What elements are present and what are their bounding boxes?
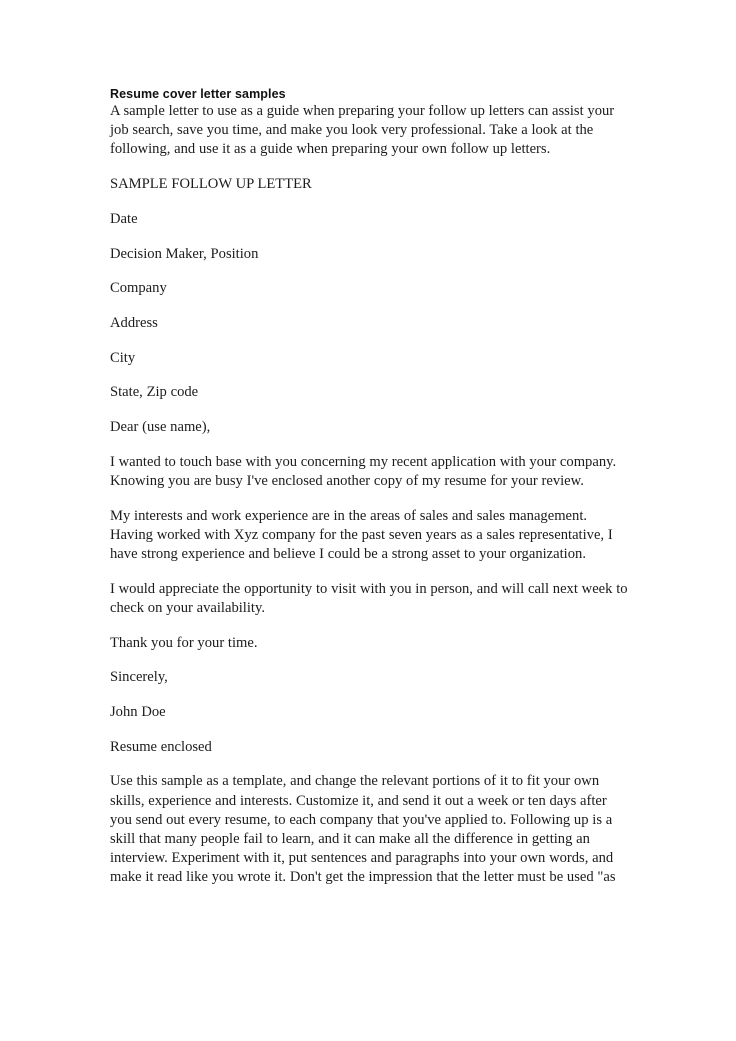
letter-state-zip-line: State, Zip code [110,384,199,401]
letter-enclosure-line: Resume enclosed [110,738,212,755]
letter-thanks-line: Thank you for your time. [110,634,258,651]
letter-signature-name: John Doe [110,704,166,721]
letter-salutation: Dear (use name), [110,419,211,436]
letter-recipient-line: Decision Maker, Position [110,245,259,262]
letter-city-line: City [110,349,136,366]
page-title: Resume cover letter samples [110,87,286,101]
intro-paragraph: A sample letter to use as a guide when preparing your follow up letters can assist your job search, save you time, and make you look very professional. Take a look at the following, and use it as a guide when preparing your own follow up letters. [110,103,615,158]
letter-company-line: Company [110,280,167,297]
letter-date-line: Date [110,210,138,227]
letter-paragraph-2: My interests and work experience are in the areas of sales and sales management. Having worked with Xyz company for the past seven years as a sales representative, I have strong experience and believe I could be a strong asset to your organization. [110,507,613,563]
document-content [110,86,630,888]
letter-signoff: Sincerely, [110,669,168,686]
sample-letter-heading: SAMPLE FOLLOW UP LETTER [110,176,312,193]
letter-paragraph-3: I would appreciate the opportunity to visit with you in person, and will call next week to check on your availability. [110,580,628,616]
letter-paragraph-1: I wanted to touch base with you concerning my recent application with your company. Knowing you are busy I've enclosed another copy of my resume for your review. [110,453,617,489]
closing-instructions-paragraph: Use this sample as a template, and change the relevant portions of it to fit your own skills, experience and interests. Customize it, and send it out a week or ten days after you send out every resume, to each company that you've applied to. Following up is a skill that many people fail to learn, and it can make all the difference in getting an interview. Experiment with it, put sentences and paragraphs into your own words, and make it read like you wrote it. Don't get the impression that the letter must be used "as [110,773,616,886]
letter-address-line: Address [110,314,158,331]
